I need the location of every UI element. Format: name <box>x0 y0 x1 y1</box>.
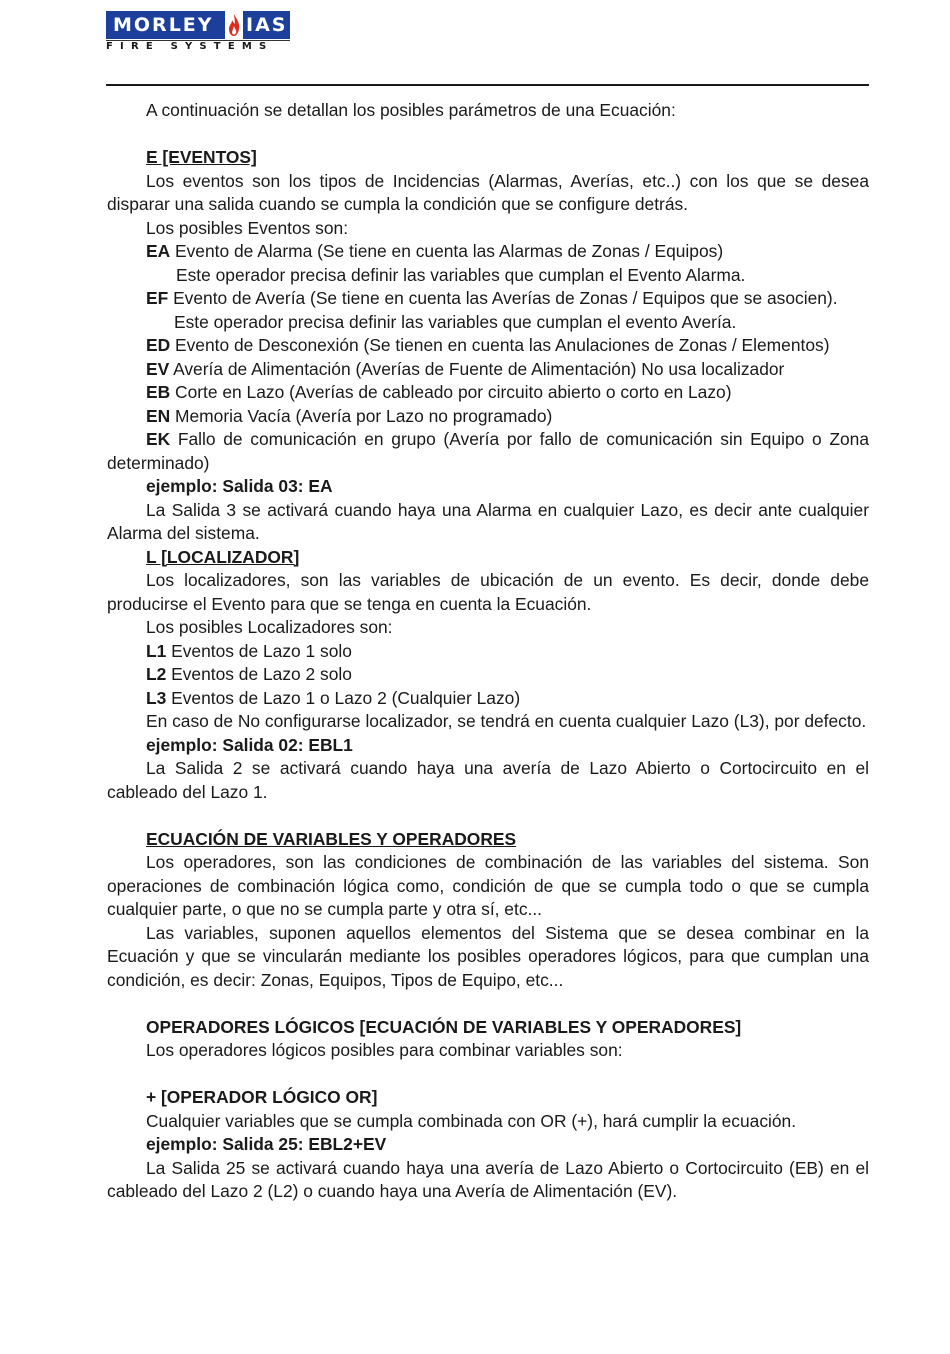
eventos-example: ejemplo: Salida 03: EA <box>146 476 333 496</box>
header-rule <box>106 84 869 86</box>
locator-code: L2 <box>146 664 167 684</box>
morley-ias-logo <box>106 11 290 52</box>
locator-code: L1 <box>146 640 167 661</box>
list-item: EF Evento de Avería (Se tiene en cuenta las Averías de Zonas / Equipos que se asocien). <box>146 288 838 308</box>
list-item-note: Este operador precisa definir las variables que cumplan el Evento Alarma. <box>176 264 746 285</box>
list-item: EN Memoria Vacía (Avería por Lazo no programado) <box>146 405 553 426</box>
or-example-description: La Salida 25 se activará cuando haya una avería de Lazo Abierto o Cortocircuito (EB) en el cableado del Lazo 2 (L2) o cuando haya una Avería de Alimentación (EV). <box>107 1157 869 1201</box>
ecuacion-description-2: Las variables, suponen aquellos elementos del Sistema que se desea combinar en la Ecuación y que se vincularán mediante los posibles operadores lógicos, para que cumplan una condición, es decir: Zonas, Equipos, Tipos de Equipo, etc... <box>107 922 869 990</box>
list-item: ED Evento de Desconexión (Se tienen en cuenta las Anulaciones de Zonas / Elementos) <box>146 335 830 355</box>
event-code: ED <box>146 335 171 355</box>
logo-text-ias: IAS <box>246 14 288 36</box>
flame-icon <box>225 11 243 39</box>
event-code: EF <box>146 288 169 308</box>
event-code: EN <box>146 405 171 426</box>
section-heading-or: + [OPERADOR LÓGICO OR] <box>146 1087 378 1107</box>
list-item: EB Corte en Lazo (Averías de cableado por circuito abierto o corto en Lazo) <box>146 382 732 402</box>
section-heading-localizador: L [LOCALIZADOR] <box>146 546 300 567</box>
or-description: Cualquier variables que se cumpla combinada con OR (+), hará cumplir la ecuación. <box>146 1110 797 1131</box>
list-item: L3 Eventos de Lazo 1 o Lazo 2 (Cualquier Lazo) <box>146 687 521 708</box>
document-body <box>107 99 869 1204</box>
operadores-description: Los operadores lógicos posibles para combinar variables son: <box>146 1040 623 1060</box>
logo-subtitle: FIRE SYSTEMS <box>106 40 290 53</box>
list-item: EV Avería de Alimentación (Averías de Fuente de Alimentación) No usa localizador <box>146 358 785 379</box>
list-item: L1 Eventos de Lazo 1 solo <box>146 640 352 661</box>
localizador-list <box>107 640 869 711</box>
localizador-list-intro: Los posibles Localizadores son: <box>146 617 393 637</box>
list-item-note: Este operador precisa definir las variables que cumplan el evento Avería. <box>174 311 737 332</box>
event-code: EB <box>146 382 171 402</box>
eventos-list <box>107 240 869 475</box>
or-example: ejemplo: Salida 25: EBL2+EV <box>146 1134 387 1154</box>
localizador-example-description: La Salida 2 se activará cuando haya una avería de Lazo Abierto o Cortocircuito en el cableado del Lazo 1. <box>107 758 869 802</box>
list-item: EK Fallo de comunicación en grupo (Avería por fallo de comunicación sin Equipo o Zona determinado) <box>107 429 869 473</box>
list-item: L2 Eventos de Lazo 2 solo <box>146 664 352 684</box>
section-heading-ecuacion: ECUACIÓN DE VARIABLES Y OPERADORES <box>146 828 517 849</box>
event-code: EA <box>146 241 171 261</box>
eventos-example-description: La Salida 3 se activará cuando haya una Alarma en cualquier Lazo, es decir ante cualquier Alarma del sistema. <box>107 499 869 543</box>
logo-text-morley: MORLEY <box>113 14 214 36</box>
intro-paragraph: A continuación se detallan los posibles parámetros de una Ecuación: <box>146 100 676 120</box>
localizador-default: En caso de No configurarse localizador, se tendrá en cuenta cualquier Lazo (L3), por defecto. <box>146 711 867 731</box>
ecuacion-description-1: Los operadores, son las condiciones de combinación de las variables del sistema. Son operaciones de combinación lógica como, condición de que se cumpla todo o que se cumpla cualquier parte, o que no se cumpla parte y otra sí, etc... <box>107 852 869 919</box>
event-code: EK <box>146 429 171 449</box>
section-heading-operadores: OPERADORES LÓGICOS [ECUACIÓN DE VARIABLES Y OPERADORES] <box>146 1016 742 1037</box>
eventos-description: Los eventos son los tipos de Incidencias (Alarmas, Averías, etc..) con los que se desea disparar una salida cuando se cumpla la condición que se configure detrás. <box>107 170 869 214</box>
localizador-example: ejemplo: Salida 02: EBL1 <box>146 734 353 755</box>
event-code: EV <box>146 358 170 379</box>
localizador-description: Los localizadores, son las variables de ubicación de un evento. Es decir, donde debe producirse el Evento para que se tenga en cuenta la Ecuación. <box>107 570 869 614</box>
eventos-list-intro: Los posibles Eventos son: <box>146 217 349 238</box>
section-heading-eventos: E [EVENTOS] <box>146 147 257 167</box>
list-item: EA Evento de Alarma (Se tiene en cuenta las Alarmas de Zonas / Equipos) <box>146 241 724 261</box>
locator-code: L3 <box>146 687 167 708</box>
